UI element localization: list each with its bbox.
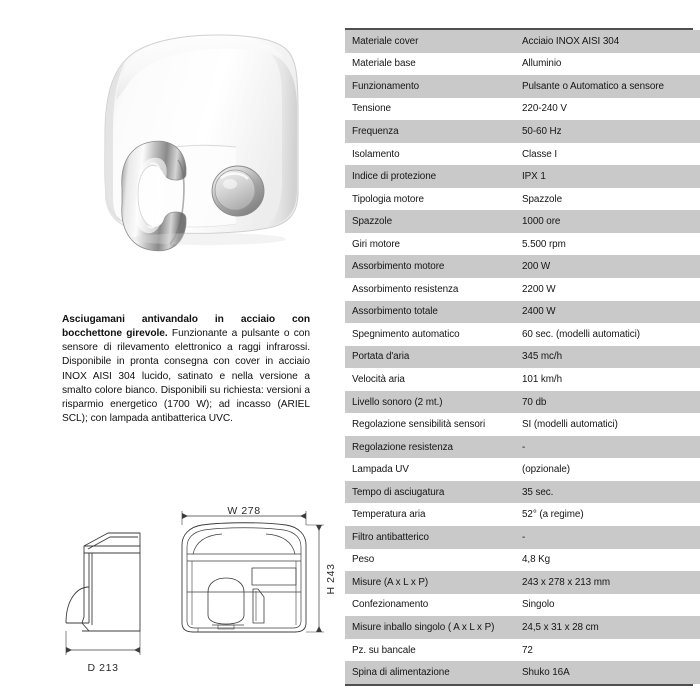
spec-row-label: Misure inballo singolo ( A x L x P) xyxy=(345,616,515,639)
spec-row-value: 4,8 Kg xyxy=(515,549,700,572)
front-view-height-label: H 243 xyxy=(325,563,337,595)
spec-row xyxy=(345,346,700,369)
spec-row-label: Assorbimento resistenza xyxy=(345,278,515,301)
spec-row-label: Regolazione sensibilità sensori xyxy=(345,413,515,436)
spec-row-value: Pulsante o Automatico a sensore xyxy=(515,75,700,98)
spec-row-value: 35 sec. xyxy=(515,481,700,504)
spec-row xyxy=(345,526,700,549)
spec-row-value: SI (modelli automatici) xyxy=(515,413,700,436)
spec-row-value: 52° (a regime) xyxy=(515,503,700,526)
spec-row-label: Peso xyxy=(345,549,515,572)
spec-row xyxy=(345,30,700,53)
spec-row-label: Temperatura aria xyxy=(345,503,515,526)
spec-row-label: Tensione xyxy=(345,98,515,121)
spec-row-value: 5.500 rpm xyxy=(515,233,700,256)
spec-row-value: 345 mc/h xyxy=(515,346,700,369)
spec-row xyxy=(345,436,700,459)
front-view-drawing xyxy=(182,511,324,632)
spec-row xyxy=(345,53,700,76)
specification-table-wrapper xyxy=(345,28,693,686)
spec-row-label: Spazzole xyxy=(345,210,515,233)
specification-table xyxy=(345,30,700,684)
spec-row-value: Spazzole xyxy=(515,188,700,211)
spec-row xyxy=(345,98,700,121)
spec-row xyxy=(345,661,700,684)
spec-row-value: - xyxy=(515,526,700,549)
technical-drawings xyxy=(48,505,338,685)
spec-row xyxy=(345,413,700,436)
spec-row-value: Singolo xyxy=(515,594,700,617)
spec-row-label: Spina di alimentazione xyxy=(345,661,515,684)
spec-row-value: 70 db xyxy=(515,391,700,414)
spec-row-value: 220-240 V xyxy=(515,98,700,121)
spec-row-label: Tipologia motore xyxy=(345,188,515,211)
spec-row-label: Assorbimento motore xyxy=(345,255,515,278)
spec-row xyxy=(345,233,700,256)
spec-row-value: 72 xyxy=(515,639,700,662)
spec-row-label: Velocità aria xyxy=(345,368,515,391)
spec-row-label: Misure (A x L x P) xyxy=(345,571,515,594)
front-view-width-label: W 278 xyxy=(227,505,261,517)
side-view-drawing xyxy=(66,533,140,655)
spec-row-label: Assorbimento totale xyxy=(345,301,515,324)
spec-row-label: Portata d'aria xyxy=(345,346,515,369)
spec-row xyxy=(345,120,700,143)
spec-row xyxy=(345,549,700,572)
product-description xyxy=(62,313,310,426)
spec-row xyxy=(345,323,700,346)
spec-row-value: 1000 ore xyxy=(515,210,700,233)
spec-row-value: (opzionale) xyxy=(515,458,700,481)
spec-row-value: 60 sec. (modelli automatici) xyxy=(515,323,700,346)
spec-row xyxy=(345,165,700,188)
spec-row xyxy=(345,639,700,662)
spec-row-label: Indice di protezione xyxy=(345,165,515,188)
spec-row-label: Materiale base xyxy=(345,53,515,76)
spec-row-value: Alluminio xyxy=(515,53,700,76)
side-view-depth-label: D 213 xyxy=(87,662,119,674)
product-photo xyxy=(58,18,334,280)
spec-row-label: Filtro antibatterico xyxy=(345,526,515,549)
spec-row xyxy=(345,594,700,617)
product-description-lead: Asciugamani antivandalo in acciaio con bocchettone girevole. xyxy=(62,314,310,340)
spec-row xyxy=(345,278,700,301)
spec-row-label: Confezionamento xyxy=(345,594,515,617)
spec-row-label: Regolazione resistenza xyxy=(345,436,515,459)
spec-row-label: Lampada UV xyxy=(345,458,515,481)
spec-row xyxy=(345,571,700,594)
spec-row xyxy=(345,255,700,278)
product-description-body: Funzionante a pulsante o con sensore di rilevamento elettronico a raggi infrarossi. Disponibile in pronta consegna con cover in acciaio INOX AISI 304 lucido, satinato e nella versione a smalto colore bianco. Disponibili su richiesta: versioni a risparmio energetico (1700 W); ad incasso (ARIEL SCL); con lampada antibatterica UVC. xyxy=(62,328,310,424)
spec-row xyxy=(345,481,700,504)
spec-row-value: 2200 W xyxy=(515,278,700,301)
spec-row xyxy=(345,143,700,166)
spec-row xyxy=(345,368,700,391)
spec-row xyxy=(345,391,700,414)
spec-row-value: 2400 W xyxy=(515,301,700,324)
spec-row xyxy=(345,75,700,98)
spec-row xyxy=(345,210,700,233)
spec-row-label: Funzionamento xyxy=(345,75,515,98)
spec-row-label: Tempo di asciugatura xyxy=(345,481,515,504)
spec-row-value: Classe I xyxy=(515,143,700,166)
spec-row-label: Livello sonoro (2 mt.) xyxy=(345,391,515,414)
spec-row-value: - xyxy=(515,436,700,459)
spec-row-label: Isolamento xyxy=(345,143,515,166)
spec-row-value: Shuko 16A xyxy=(515,661,700,684)
spec-row xyxy=(345,503,700,526)
spec-row xyxy=(345,301,700,324)
spec-row-value: IPX 1 xyxy=(515,165,700,188)
spec-row-label: Pz. su bancale xyxy=(345,639,515,662)
spec-row-label: Materiale cover xyxy=(345,30,515,53)
spec-row-value: 200 W xyxy=(515,255,700,278)
spec-row-value: 50-60 Hz xyxy=(515,120,700,143)
spec-row-label: Frequenza xyxy=(345,120,515,143)
spec-row xyxy=(345,188,700,211)
spec-row-value: 24,5 x 31 x 28 cm xyxy=(515,616,700,639)
spec-row-value: 101 km/h xyxy=(515,368,700,391)
left-column xyxy=(0,0,338,700)
table-bottom-rule xyxy=(345,684,693,686)
spec-row xyxy=(345,616,700,639)
specification-table-body xyxy=(345,30,700,684)
spec-row-value: Acciaio INOX AISI 304 xyxy=(515,30,700,53)
spec-row xyxy=(345,458,700,481)
spec-row-label: Giri motore xyxy=(345,233,515,256)
spec-row-label: Spegnimento automatico xyxy=(345,323,515,346)
spec-row-value: 243 x 278 x 213 mm xyxy=(515,571,700,594)
